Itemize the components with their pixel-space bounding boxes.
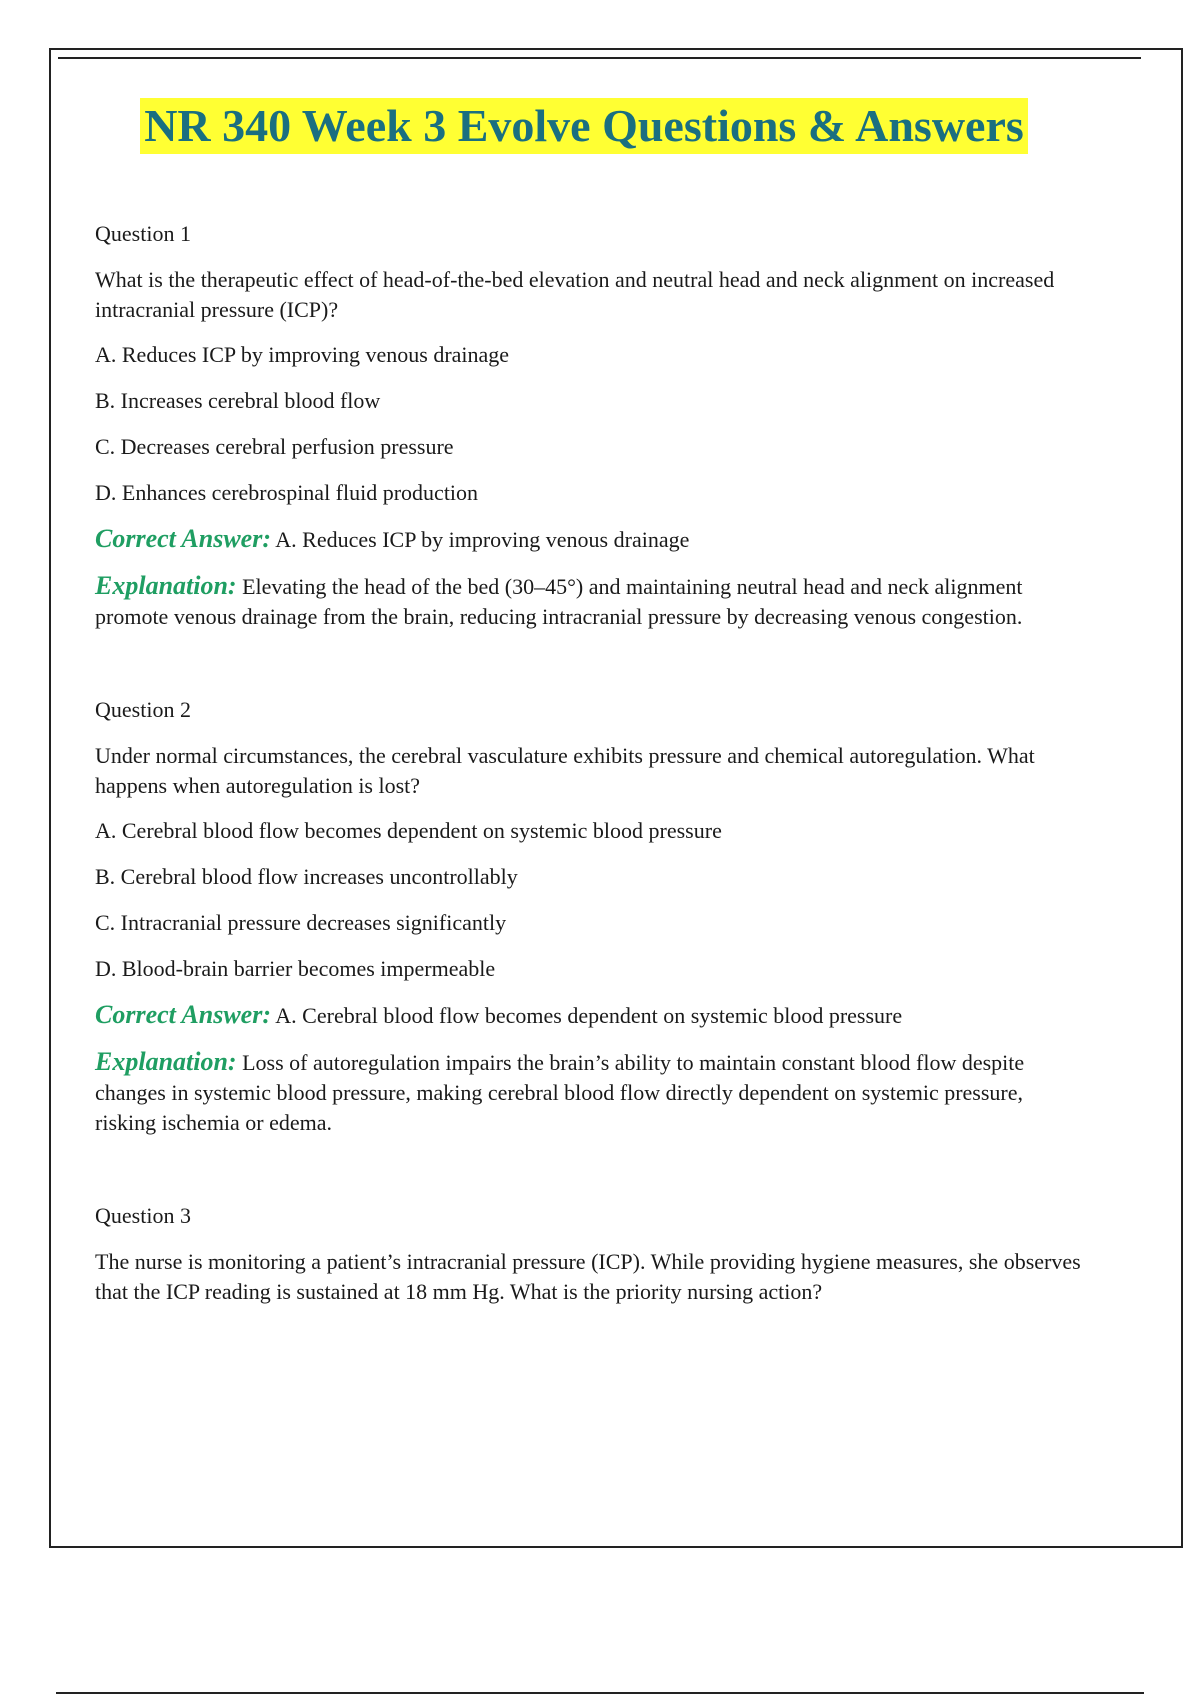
top-rule [58, 57, 1141, 59]
question-1 [95, 220, 1085, 632]
question-stem: Under normal circumstances, the cerebral vasculature exhibits pressure and chemical autoregulation. What happens when autoregulation is lost? [95, 743, 1035, 798]
correct-answer-text: A. Reduces ICP by improving venous drainage [275, 527, 690, 552]
explanation-label: Explanation: [95, 571, 237, 600]
correct-answer-text: A. Cerebral blood flow becomes dependent on systemic blood pressure [275, 1003, 903, 1028]
question-heading: Question 1 [95, 221, 191, 246]
correct-answer [95, 524, 1085, 555]
option-d: D. Blood-brain barrier becomes impermeable [95, 956, 496, 981]
explanation [95, 571, 1085, 632]
bottom-rule [56, 1692, 1144, 1694]
option-a: A. Reduces ICP by improving venous drainage [95, 342, 510, 367]
option-c: C. Intracranial pressure decreases significantly [95, 910, 507, 935]
question-heading: Question 3 [95, 1203, 191, 1228]
correct-answer [95, 1000, 1085, 1031]
explanation [95, 1047, 1085, 1138]
option-b: B. Cerebral blood flow increases uncontrollably [95, 864, 518, 889]
option-a: A. Cerebral blood flow becomes dependent on systemic blood pressure [95, 818, 722, 843]
question-heading: Question 2 [95, 697, 191, 722]
correct-answer-label: Correct Answer: [95, 524, 271, 553]
option-b: B. Increases cerebral blood flow [95, 388, 381, 413]
option-d: D. Enhances cerebrospinal fluid production [95, 480, 479, 505]
option-c: C. Decreases cerebral perfusion pressure [95, 434, 454, 459]
correct-answer-label: Correct Answer: [95, 1000, 271, 1029]
document-content [95, 220, 1085, 1371]
title-wrap [0, 98, 1200, 154]
explanation-text: Loss of autoregulation impairs the brain’s ability to maintain constant blood flow despite changes in systemic blood pressure, making cerebral blood flow directly dependent on systemic pressure, risking ischemia or edema. [95, 1050, 1025, 1135]
question-stem: What is the therapeutic effect of head-of-the-bed elevation and neutral head and neck alignment on increased intracranial pressure (ICP)? [95, 267, 1055, 322]
question-3 [95, 1202, 1085, 1307]
question-stem: The nurse is monitoring a patient’s intracranial pressure (ICP). While providing hygiene measures, she observes that the ICP reading is sustained at 18 mm Hg. What is the priority nursing action? [95, 1249, 1081, 1304]
explanation-label: Explanation: [95, 1047, 237, 1076]
explanation-text: Elevating the head of the bed (30–45°) and maintaining neutral head and neck alignment promote venous drainage from the brain, reducing intracranial pressure by decreasing venous congestion. [95, 574, 1023, 629]
question-2 [95, 696, 1085, 1138]
document-title: NR 340 Week 3 Evolve Questions & Answers [140, 98, 1028, 154]
